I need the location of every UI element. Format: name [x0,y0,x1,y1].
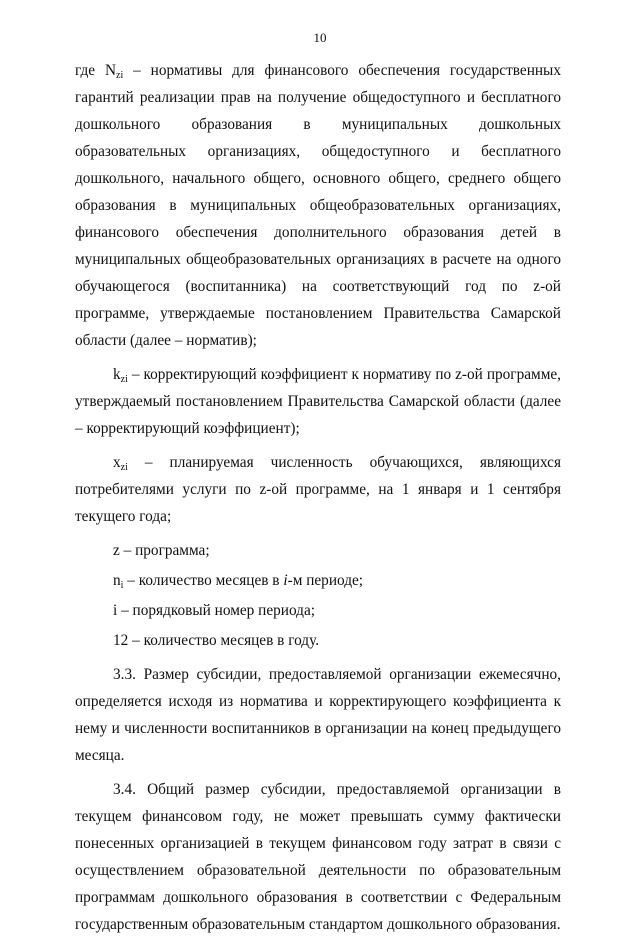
kzi-definition-text: – корректирующий коэффициент к нормативу по z-ой программе, утверждаемый постановлением Правительства Самарской области (далее – корректирующий коэффициент); [75,366,561,437]
paragraph-ni-definition [75,567,561,594]
xzi-symbol-base: x [113,454,121,471]
ni-italic-index: i [283,572,288,589]
kzi-symbol-subscript: zi [120,374,128,385]
nzi-definition-text: – нормативы для финансового обеспечения государственных гарантий реализации прав на получение общедоступного и бесплатного дошкольного образования в муниципальных дошкольных образовательных организациях, общедоступного и бесплатного дошкольного, начального общего, основного общего, среднего общего образования в муниципальных общеобразовательных организациях, финансового обеспечения дополнительного образования детей в муниципальных общеобразовательных организациях в расчете на одного обучающегося (воспитанника) на соответствующий год по z-ой программе, утверждаемые постановлением Правительства Самарской области (далее – норматив); [75,62,561,349]
kzi-symbol-base: k [113,366,121,383]
paragraph-kzi-definition [75,361,561,442]
page-number: 10 [313,30,327,45]
ni-definition-text: – количество месяцев в [123,572,284,589]
nzi-symbol-subscript: zi [116,70,124,81]
document-body [75,57,561,945]
paragraph-3-4: 3.4. Общий размер субсидии, предоставляемой организации в текущем финансовом году, не может превышать сумму фактически понесенных организацией в текущем финансовом году затрат в связи с осуществлением образовательной деятельности по образовательным программам дошкольного образования в соответствии с Федеральным государственным образовательным стандартом дошкольного образования. [75,781,561,933]
xzi-symbol-subscript: zi [120,462,128,473]
paragraph-3-3: 3.3. Размер субсидии, предоставляемой организации ежемесячно, определяется исходя из норматива и корректирующего коэффициента к нему и численности воспитанников в организации на конец предыдущего месяца. [75,666,561,764]
ni-definition-tail: -м периоде; [287,572,364,589]
paragraph-xzi-definition [75,449,561,530]
paragraph-z-definition: z – программа; [113,542,210,559]
paragraph-i-definition: i – порядковый номер периода; [113,602,315,619]
ni-symbol-base: n [113,572,121,589]
nzi-symbol-base: где N [75,62,117,79]
paragraph-nzi-definition [75,57,561,354]
xzi-definition-text: – планируемая численность обучающихся, являющихся потребителями услуги по z-ой программе, на 1 января и 1 сентября текущего года; [75,454,561,525]
paragraph-12-definition: 12 – количество месяцев в году. [113,632,320,649]
ni-symbol-subscript: i [120,580,124,591]
